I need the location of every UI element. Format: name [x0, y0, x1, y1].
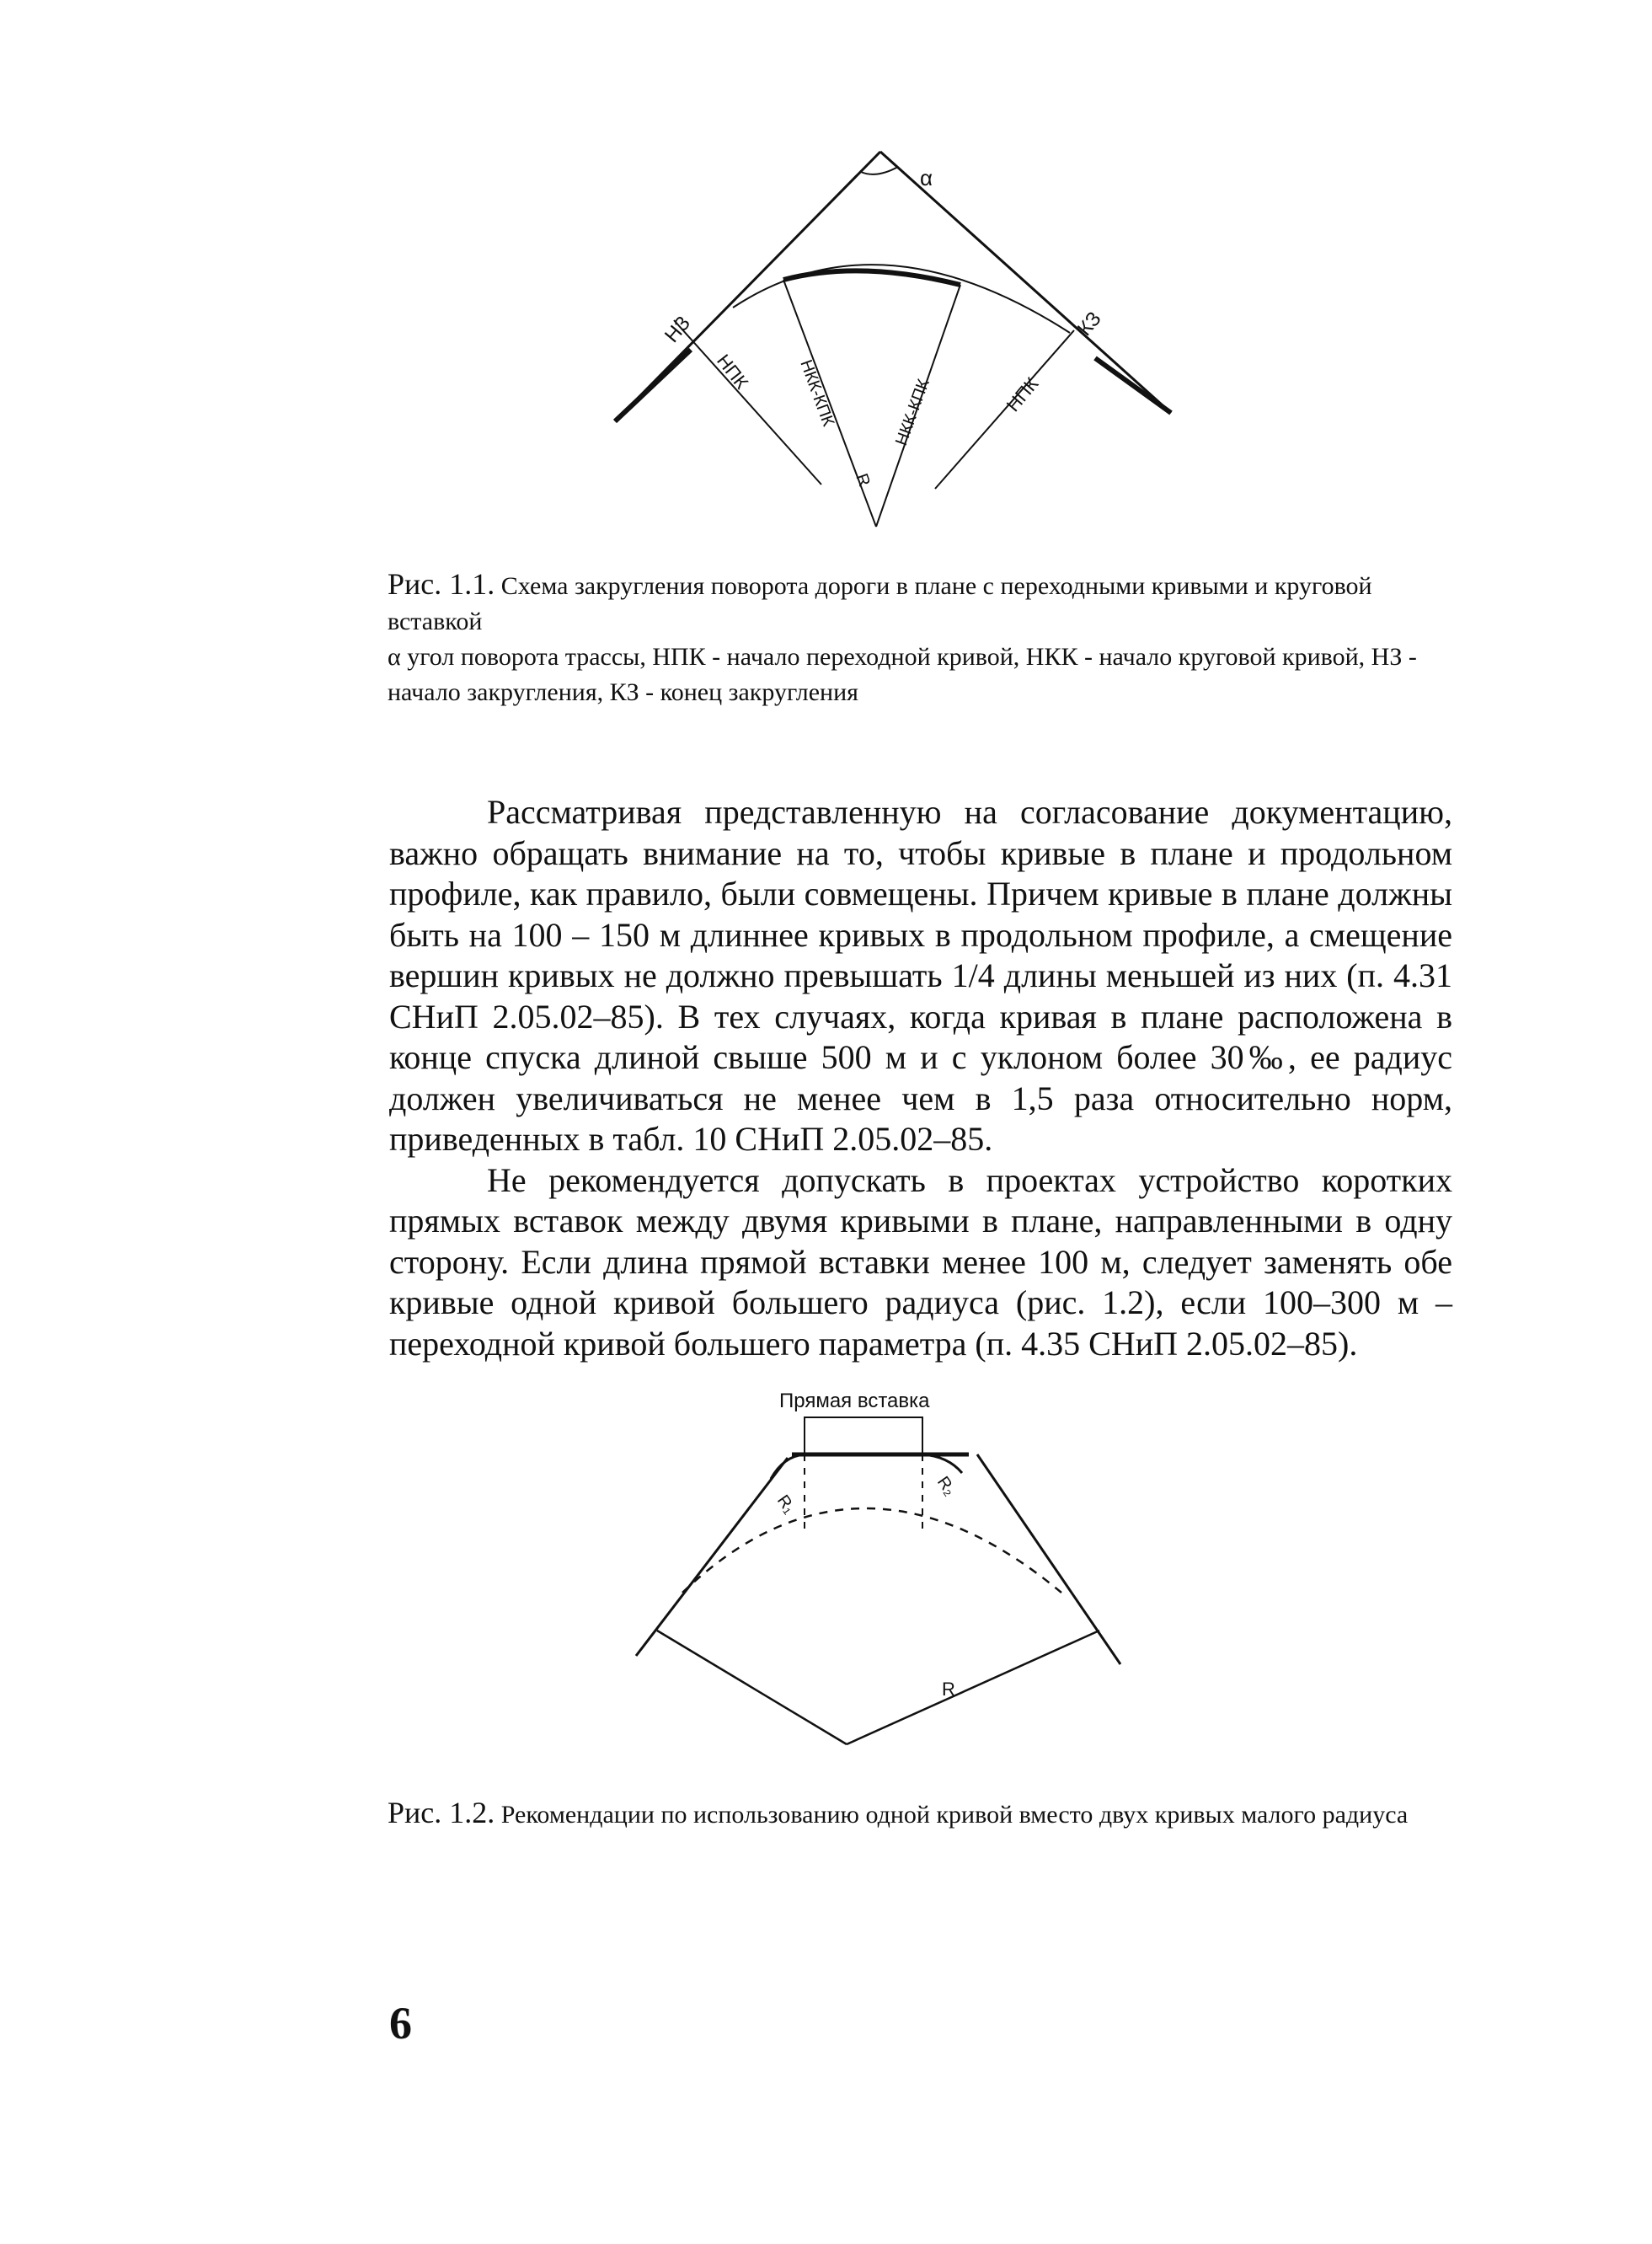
- road-right: [1095, 358, 1171, 413]
- page-number: 6: [389, 1998, 412, 2049]
- alpha-arc: [861, 167, 898, 174]
- tangent-left: [636, 1458, 788, 1656]
- radius-right: [847, 1631, 1099, 1744]
- label-nkk-kpk-right: НКК-КПК: [892, 377, 933, 448]
- paragraph-1: Рассматривая представленную на согласование документацию, важно обращать внимание на то, чтобы кривые в плане и продольном профиле, как правило, были совмещены. Причем кривые в плане должны быть на 100 – 150 м длиннее кривых в продольном профиле, а смещение вершин кривых не должно превышать 1/4 длины меньшей из них (п. 4.31 СНиП 2.05.02–85). В тех случаях, когда кривая в плане расположена в конце спуска длиной свыше 500 м и с уклоном более 30‰, ее радиус должен увеличиваться не менее чем в 1,5 раза относительно норм, приведенных в табл. 10 СНиП 2.05.02–85.: [389, 793, 1452, 1158]
- tangent-right: [977, 1454, 1120, 1664]
- figure-1-2-caption: [388, 1795, 1457, 1833]
- road-left: [615, 350, 691, 421]
- figure-1-1-caption-title: Схема закругления поворота дороги в плане с переходными кривыми и круговой вставкой: [388, 572, 1372, 635]
- figure-1-2-caption-lead: Рис. 1.2.: [388, 1796, 495, 1829]
- radial-npk-left: [674, 320, 821, 485]
- label-radius: R: [852, 471, 874, 490]
- label-kz: КЗ: [1072, 307, 1106, 340]
- label-npk-right: НПК: [1002, 373, 1043, 416]
- radial-npk-right: [935, 330, 1074, 489]
- body-text: [389, 792, 1452, 1364]
- figure-1-2-diagram: [623, 1382, 1146, 1761]
- figure-1-1-caption: [388, 566, 1457, 710]
- label-straight-insert: Прямая вставка: [779, 1390, 930, 1412]
- insert-bracket: [805, 1417, 922, 1454]
- figure-1-1-legend: α угол поворота трассы, НПК - начало переходной кривой, НКК - начало круговой кривой, НЗ - начало закругления, КЗ - конец закругления: [388, 643, 1417, 706]
- label-radius: R: [942, 1679, 955, 1700]
- alpha-label: α: [920, 165, 933, 190]
- small-curve-right: [922, 1454, 962, 1473]
- label-nz: НЗ: [660, 312, 696, 347]
- paragraph-2: Не рекомендуется допускать в проектах устройство коротких прямых вставок между двумя кривыми в плане, направленными в одну сторону. Если длина прямой вставки менее 100 м, следует заменять обе кривые одной кривой большего радиуса (рис. 1.2), если 100–300 м – переходной кривой большего параметра (п. 4.35 СНиП 2.05.02–85).: [389, 1160, 1452, 1363]
- radius-left: [657, 1631, 847, 1744]
- figure-1-1-diagram: [590, 135, 1196, 556]
- figure-1-2-caption-title: Рекомендации по использованию одной кривой вместо двух кривых малого радиуса: [500, 1801, 1409, 1829]
- label-npk-left: НПК: [713, 350, 753, 394]
- figure-1-1-caption-lead: Рис. 1.1.: [388, 567, 495, 601]
- label-r2: R₂: [933, 1473, 960, 1500]
- label-r1: R₁: [773, 1492, 799, 1518]
- label-nkk-kpk-left: НКК-КПК: [796, 357, 838, 429]
